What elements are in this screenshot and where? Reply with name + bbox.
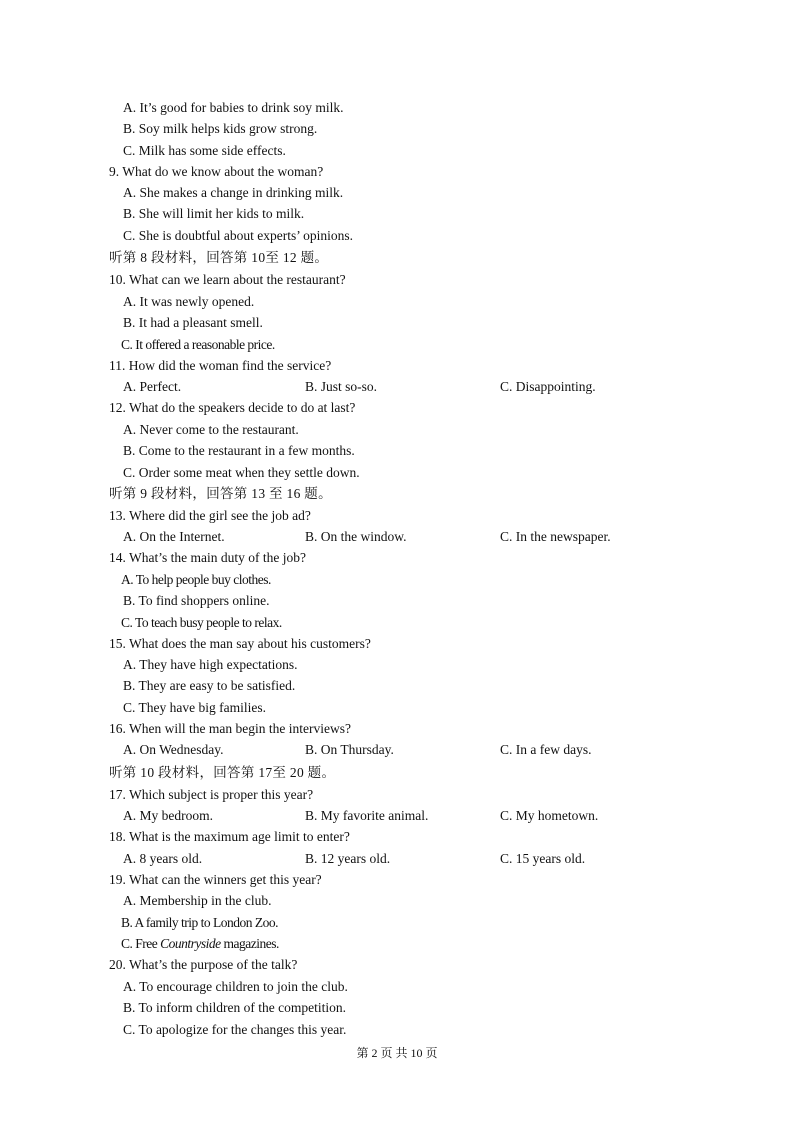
option-b: B. My favorite animal. (305, 808, 429, 823)
question-17: 17. Which subject is proper this year? (109, 787, 314, 802)
option-a: A. My bedroom. (123, 808, 213, 823)
option-a: A. Perfect. (123, 379, 182, 394)
option-text: A. Membership in the club. (123, 893, 272, 908)
section-instruction: 听第 8 段材料，回答第 10至 12 题。 (109, 250, 329, 265)
option-text: A. To help people buy clothes. (121, 572, 271, 587)
option-text: C. She is doubtful about experts’ opinions. (123, 228, 353, 243)
option-text: B. To inform children of the competition. (123, 1000, 347, 1015)
option-text: B. A family trip to London Zoo. (121, 915, 278, 930)
magazine-title: Countryside (160, 936, 221, 951)
option-b: B. On Thursday. (305, 742, 394, 757)
question-18: 18. What is the maximum age limit to enter? (109, 829, 350, 844)
option-text: A. She makes a change in drinking milk. (123, 185, 344, 200)
question-14: 14. What’s the main duty of the job? (109, 550, 306, 565)
option-text: B. To find shoppers online. (123, 593, 270, 608)
option-text: B. She will limit her kids to milk. (123, 206, 305, 221)
option-text: A. To encourage children to join the club. (123, 979, 348, 994)
option-c: C. In a few days. (500, 742, 592, 757)
question-11: 11. How did the woman find the service? (109, 358, 332, 373)
option-text (121, 935, 279, 952)
option-text: B. They are easy to be satisfied. (123, 678, 296, 693)
option-b: B. 12 years old. (305, 851, 391, 866)
option-c: C. Disappointing. (500, 379, 596, 394)
section-instruction: 听第 9 段材料，回答第 13 至 16 题。 (109, 486, 332, 501)
option-c: C. 15 years old. (500, 851, 586, 866)
option-b: B. Just so-so. (305, 379, 378, 394)
option-suffix: magazines. (220, 936, 279, 951)
page-footer: 第 2 页 共 10 页 (356, 1046, 438, 1060)
option-c: C. My hometown. (500, 808, 599, 823)
option-text: A. They have high expectations. (123, 657, 298, 672)
option-a: A. 8 years old. (123, 851, 203, 866)
question-15: 15. What does the man say about his customers? (109, 636, 371, 651)
question-20: 20. What’s the purpose of the talk? (109, 957, 298, 972)
option-text: C. Order some meat when they settle down. (123, 465, 360, 480)
option-a: A. On Wednesday. (123, 742, 224, 757)
option-text: C. To apologize for the changes this year. (123, 1022, 347, 1037)
section-instruction: 听第 10 段材料，回答第 17至 20 题。 (109, 765, 336, 780)
question-10: 10. What can we learn about the restaurant? (109, 272, 346, 287)
option-c: C. In the newspaper. (500, 529, 611, 544)
option-text: A. Never come to the restaurant. (123, 422, 299, 437)
option-text: C. Milk has some side effects. (123, 143, 286, 158)
option-text: C. To teach busy people to relax. (121, 615, 282, 630)
question-16: 16. When will the man begin the interviews? (109, 721, 351, 736)
option-prefix: C. Free (121, 936, 161, 951)
question-13: 13. Where did the girl see the job ad? (109, 508, 311, 523)
option-text: C. They have big families. (123, 700, 266, 715)
option-text: B. Come to the restaurant in a few months. (123, 443, 355, 458)
question-19: 19. What can the winners get this year? (109, 872, 322, 887)
option-a: A. On the Internet. (123, 529, 225, 544)
question-12: 12. What do the speakers decide to do at last? (109, 400, 356, 415)
option-text: B. Soy milk helps kids grow strong. (123, 121, 318, 136)
option-text: A. It was newly opened. (123, 294, 255, 309)
option-b: B. On the window. (305, 529, 407, 544)
option-text: A. It’s good for babies to drink soy milk. (123, 100, 344, 115)
question-9: 9. What do we know about the woman? (109, 164, 324, 179)
option-text: B. It had a pleasant smell. (123, 315, 263, 330)
option-text: C. It offered a reasonable price. (121, 337, 275, 352)
